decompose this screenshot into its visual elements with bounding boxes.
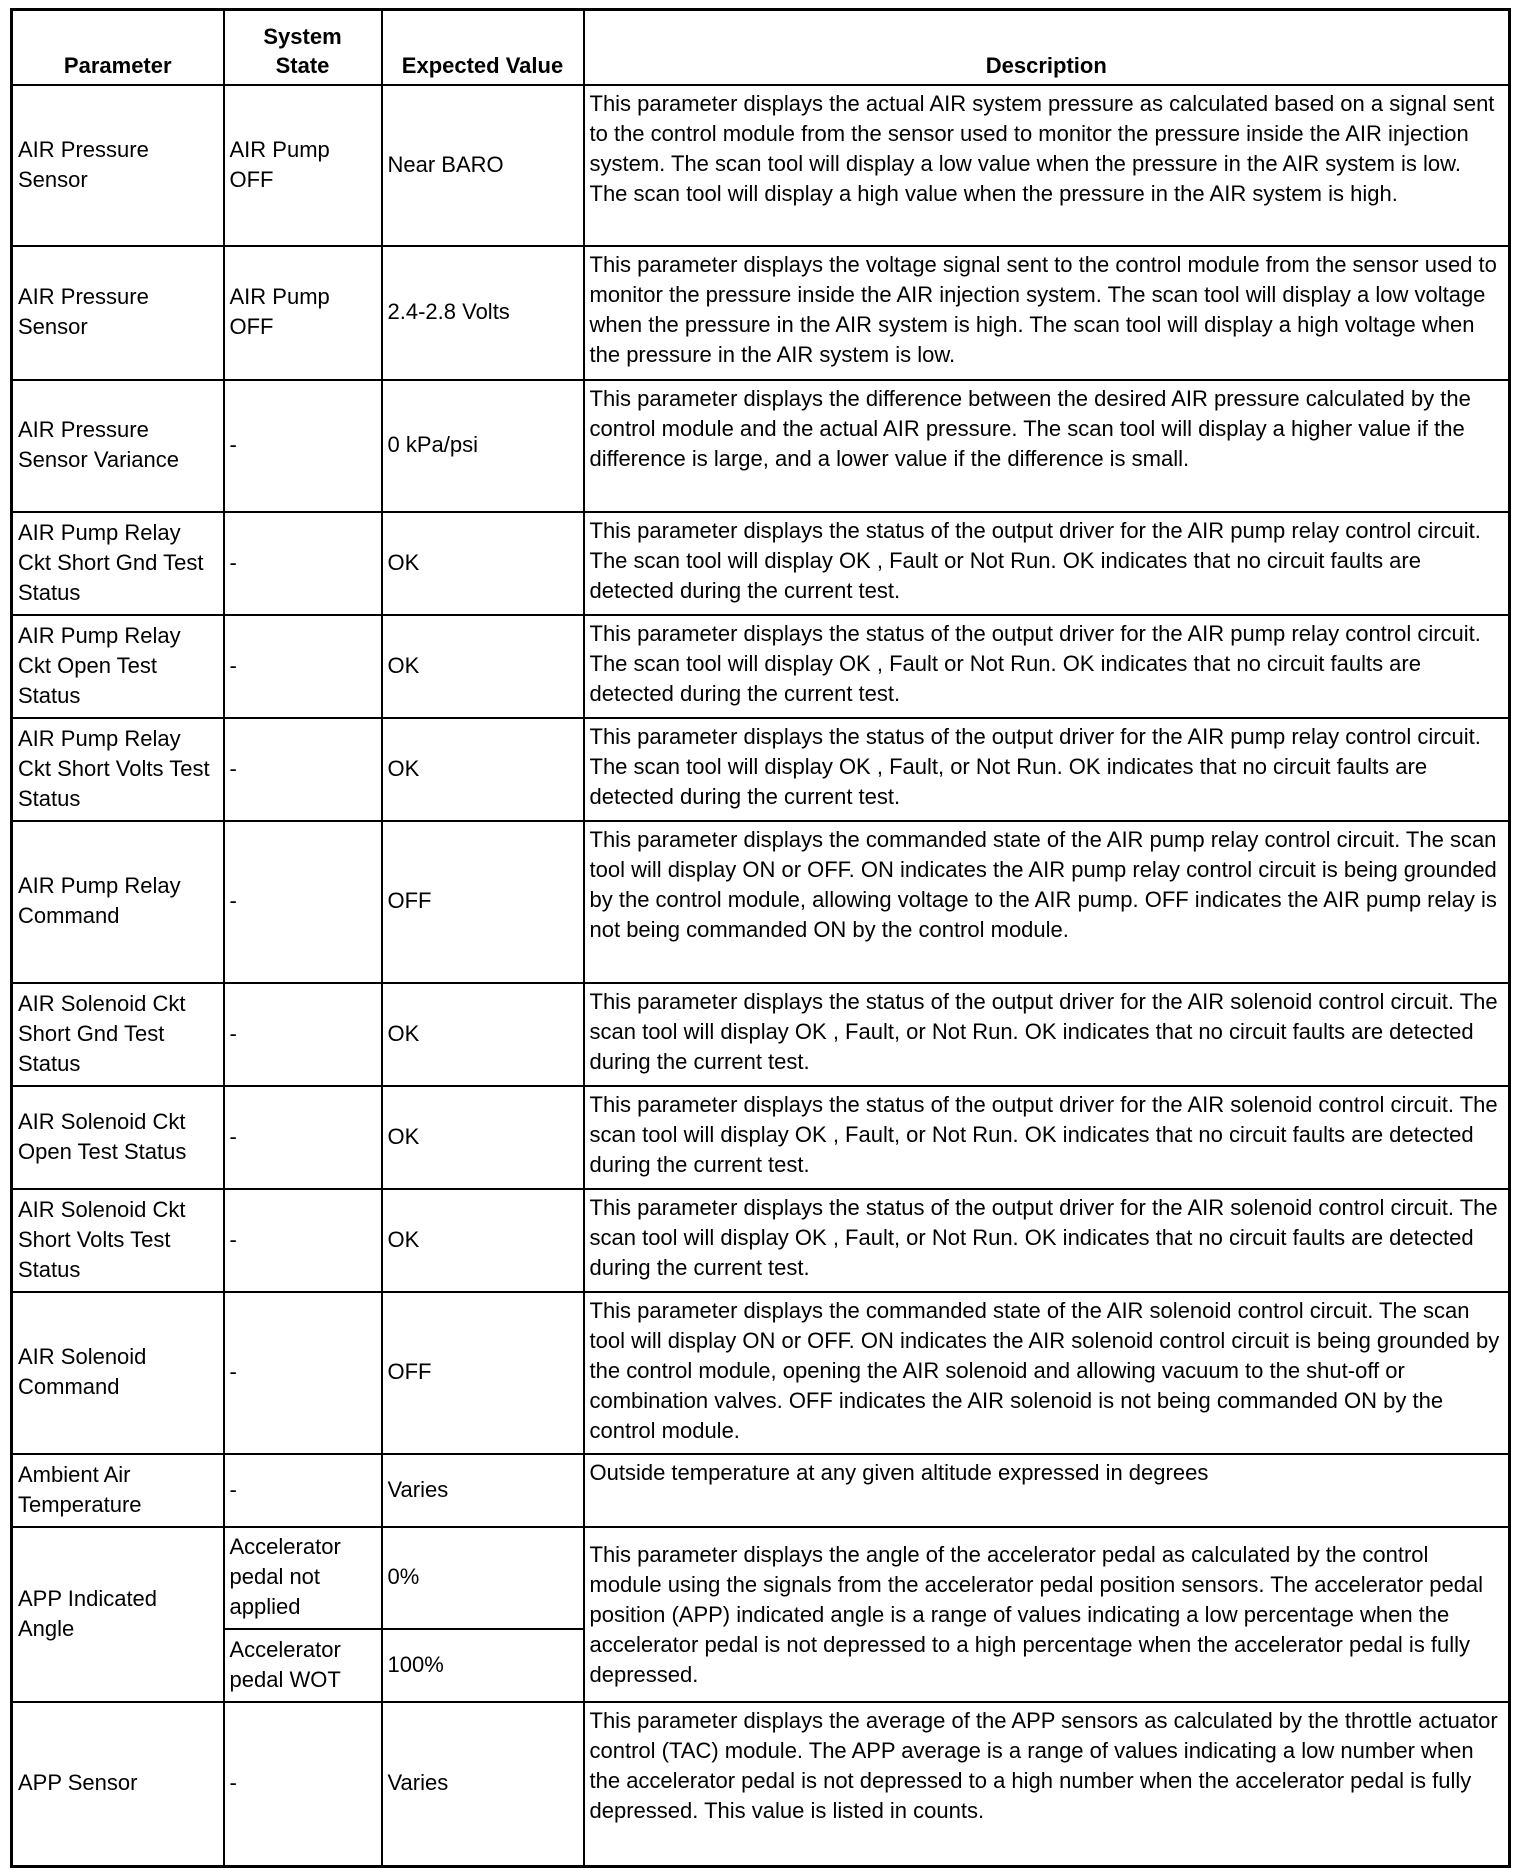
- header-parameter: Parameter: [12, 10, 224, 86]
- expected-value-cell: Varies: [382, 1454, 584, 1527]
- table-row: [12, 1702, 1510, 1866]
- system-state-cell: Accelerator pedal WOT: [224, 1629, 382, 1702]
- parameter-cell: AIR Solenoid Ckt Open Test Status: [12, 1086, 224, 1189]
- description-cell: This parameter displays the status of the output driver for the AIR pump relay control circuit. The scan tool will display OK , Fault or Not Run. OK indicates that no circuit faults are detected during the current test.: [584, 512, 1510, 615]
- table-row: [12, 821, 1510, 983]
- parameter-cell: AIR Pump Relay Ckt Short Gnd Test Status: [12, 512, 224, 615]
- table-row: [12, 1086, 1510, 1189]
- system-state-cell: AIR Pump OFF: [224, 85, 382, 246]
- description-cell: Outside temperature at any given altitude expressed in degrees: [584, 1454, 1510, 1527]
- parameter-cell: AIR Pressure Sensor: [12, 246, 224, 380]
- header-system-state: System State: [224, 10, 382, 86]
- table-row: [12, 1454, 1510, 1527]
- system-state-cell: -: [224, 983, 382, 1086]
- system-state-cell: -: [224, 1454, 382, 1527]
- table-row: [12, 1292, 1510, 1454]
- system-state-cell: -: [224, 512, 382, 615]
- description-cell: This parameter displays the voltage signal sent to the control module from the sensor used to monitor the pressure inside the AIR injection system. The scan tool will display a low voltage when the pressure in the AIR system is high. The scan tool will display a high voltage when the pressure in the AIR system is low.: [584, 246, 1510, 380]
- expected-value-cell: OFF: [382, 1292, 584, 1454]
- description-cell: This parameter displays the status of the output driver for the AIR solenoid control circuit. The scan tool will display OK , Fault, or Not Run. OK indicates that no circuit faults are detected during the current test.: [584, 983, 1510, 1086]
- parameter-cell: AIR Pressure Sensor: [12, 85, 224, 246]
- table-row: [12, 246, 1510, 380]
- table-row: [12, 380, 1510, 512]
- system-state-cell: -: [224, 1189, 382, 1292]
- expected-value-cell: Near BARO: [382, 85, 584, 246]
- parameter-cell: AIR Pump Relay Command: [12, 821, 224, 983]
- description-cell: This parameter displays the average of the APP sensors as calculated by the throttle actuator control (TAC) module. The APP average is a range of values indicating a low number when the accelerator pedal is not depressed to a high number when the accelerator pedal is fully depressed. This value is listed in counts.: [584, 1702, 1510, 1866]
- expected-value-cell: 2.4-2.8 Volts: [382, 246, 584, 380]
- parameter-cell: AIR Solenoid Command: [12, 1292, 224, 1454]
- expected-value-cell: OFF: [382, 821, 584, 983]
- parameter-table: [10, 8, 1511, 1868]
- description-cell: This parameter displays the actual AIR system pressure as calculated based on a signal sent to the control module from the sensor used to monitor the pressure inside the AIR injection system. The scan tool will display a low value when the pressure in the AIR system is low. The scan tool will display a high value when the pressure in the AIR system is high.: [584, 85, 1510, 246]
- table-row: [12, 1527, 1510, 1629]
- expected-value-cell: OK: [382, 1086, 584, 1189]
- parameter-cell: APP Sensor: [12, 1702, 224, 1866]
- description-cell: This parameter displays the difference between the desired AIR pressure calculated by the control module and the actual AIR pressure. The scan tool will display a higher value if the difference is large, and a lower value if the difference is small.: [584, 380, 1510, 512]
- parameter-cell: AIR Solenoid Ckt Short Volts Test Status: [12, 1189, 224, 1292]
- header-row: [12, 10, 1510, 86]
- system-state-cell: -: [224, 718, 382, 821]
- description-cell: This parameter displays the commanded state of the AIR pump relay control circuit. The scan tool will display ON or OFF. ON indicates the AIR pump relay control circuit is being grounded by the control module, allowing voltage to the AIR pump. OFF indicates the AIR pump relay is not being commanded ON by the control module.: [584, 821, 1510, 983]
- system-state-cell: -: [224, 1292, 382, 1454]
- system-state-cell: -: [224, 380, 382, 512]
- description-cell: This parameter displays the commanded state of the AIR solenoid control circuit. The scan tool will display ON or OFF. ON indicates the AIR solenoid control circuit is being grounded by the control module, opening the AIR solenoid and allowing vacuum to the shut-off or combination valves. OFF indicates the AIR solenoid is not being commanded ON by the control module.: [584, 1292, 1510, 1454]
- header-description: Description: [584, 10, 1510, 86]
- expected-value-cell: OK: [382, 983, 584, 1086]
- expected-value-cell: Varies: [382, 1702, 584, 1866]
- table-row: [12, 983, 1510, 1086]
- table-row: [12, 512, 1510, 615]
- parameter-cell: AIR Pump Relay Ckt Short Volts Test Status: [12, 718, 224, 821]
- expected-value-cell: 0%: [382, 1527, 584, 1629]
- expected-value-cell: 0 kPa/psi: [382, 380, 584, 512]
- description-cell: This parameter displays the status of the output driver for the AIR pump relay control circuit. The scan tool will display OK , Fault or Not Run. OK indicates that no circuit faults are detected during the current test.: [584, 615, 1510, 718]
- parameter-cell: AIR Pump Relay Ckt Open Test Status: [12, 615, 224, 718]
- expected-value-cell: OK: [382, 1189, 584, 1292]
- system-state-cell: -: [224, 1702, 382, 1866]
- table-row: [12, 615, 1510, 718]
- expected-value-cell: OK: [382, 718, 584, 821]
- table-row: [12, 85, 1510, 246]
- system-state-cell: -: [224, 1086, 382, 1189]
- description-cell: This parameter displays the angle of the accelerator pedal as calculated by the control module using the signals from the accelerator pedal position sensors. The accelerator pedal position (APP) indicated angle is a range of values indicating a low percentage when the accelerator pedal is not depressed to a high percentage when the accelerator pedal is fully depressed.: [584, 1527, 1510, 1702]
- parameter-cell: APP Indicated Angle: [12, 1527, 224, 1702]
- parameter-cell: AIR Pressure Sensor Variance: [12, 380, 224, 512]
- description-cell: This parameter displays the status of the output driver for the AIR solenoid control circuit. The scan tool will display OK , Fault, or Not Run. OK indicates that no circuit faults are detected during the current test.: [584, 1086, 1510, 1189]
- expected-value-cell: OK: [382, 615, 584, 718]
- system-state-cell: AIR Pump OFF: [224, 246, 382, 380]
- description-cell: This parameter displays the status of the output driver for the AIR solenoid control circuit. The scan tool will display OK , Fault, or Not Run. OK indicates that no circuit faults are detected during the current test.: [584, 1189, 1510, 1292]
- table-row: [12, 1189, 1510, 1292]
- system-state-cell: Accelerator pedal not applied: [224, 1527, 382, 1629]
- system-state-cell: -: [224, 821, 382, 983]
- parameter-cell: Ambient Air Temperature: [12, 1454, 224, 1527]
- parameter-cell: AIR Solenoid Ckt Short Gnd Test Status: [12, 983, 224, 1086]
- expected-value-cell: 100%: [382, 1629, 584, 1702]
- system-state-cell: -: [224, 615, 382, 718]
- description-cell: This parameter displays the status of the output driver for the AIR pump relay control circuit. The scan tool will display OK , Fault, or Not Run. OK indicates that no circuit faults are detected during the current test.: [584, 718, 1510, 821]
- expected-value-cell: OK: [382, 512, 584, 615]
- table-row: [12, 718, 1510, 821]
- header-expected-value: Expected Value: [382, 10, 584, 86]
